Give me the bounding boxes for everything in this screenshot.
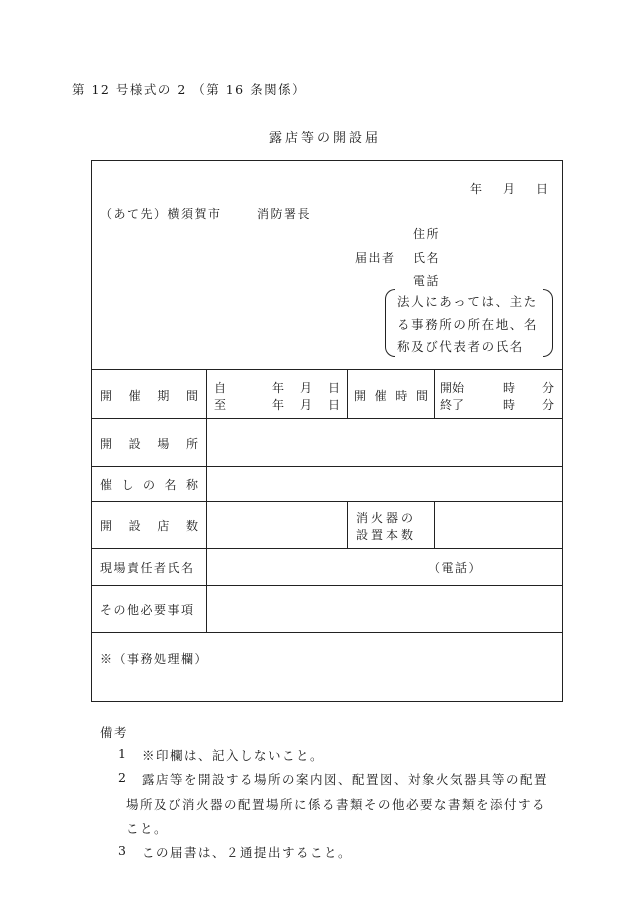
- notifier-label: 届出者: [355, 251, 396, 265]
- extinguisher-label-2: 設置本数: [356, 528, 417, 542]
- period-from-year: 年: [272, 381, 285, 395]
- period-from-day: 日: [328, 381, 341, 395]
- note-line: ※印欄は、記入しないこと。: [142, 748, 325, 763]
- note-number: 1: [118, 746, 126, 761]
- period-to-month: 月: [300, 398, 313, 412]
- addressee: （あて先）横須賀市: [100, 207, 222, 221]
- fire-chief-label: 消防署長: [257, 207, 312, 221]
- time-start-hour: 時: [503, 381, 516, 395]
- note-line: 露店等を開設する場所の案内図、配置図、対象火気器具等の配置: [142, 772, 549, 787]
- right-bracket: [543, 289, 553, 357]
- period-to: 至: [214, 398, 227, 412]
- period-from-month: 月: [300, 381, 313, 395]
- page-title: 露店等の開設届: [269, 131, 382, 146]
- form-number: 第 12 号様式の 2 （第 16 条関係）: [72, 82, 307, 97]
- left-bracket: [385, 289, 395, 357]
- note-line: 場所及び消火器の配置場所に係る書類その他必要な書類を添付する: [126, 797, 547, 812]
- extinguisher-label-1: 消火器の: [356, 511, 417, 525]
- note-number: 2: [118, 770, 126, 785]
- notes-heading: 備考: [100, 725, 129, 740]
- period-label: 開 催 期 間: [100, 389, 198, 403]
- time-end-hour: 時: [503, 398, 516, 412]
- office-use-label: ※（事務処理欄）: [100, 652, 209, 666]
- note-number: 3: [118, 843, 126, 858]
- notification-form: [91, 160, 563, 702]
- stalls-label: 開 設 店 数: [100, 519, 198, 533]
- period-to-day: 日: [328, 398, 341, 412]
- date-month-label: 月: [503, 182, 516, 196]
- time-start-minute: 分: [542, 381, 555, 395]
- note-line: この届書は、２通提出すること。: [142, 845, 353, 860]
- time-end: 終了: [440, 398, 465, 412]
- date-day-label: 日: [536, 182, 549, 196]
- manager-phone: （電話）: [428, 561, 483, 575]
- corporation-note-line: 称及び代表者の氏名: [397, 339, 524, 354]
- corporation-note-line: 法人にあっては、主た: [397, 294, 538, 309]
- other-label: その他必要事項: [100, 603, 195, 617]
- manager-label: 現場責任者氏名: [100, 561, 195, 575]
- period-from: 自: [214, 381, 227, 395]
- corporation-note-line: る事務所の所在地、名: [397, 317, 539, 332]
- name-label: 氏名: [413, 251, 441, 265]
- time-start: 開始: [440, 381, 465, 395]
- venue-label: 開 設 場 所: [100, 437, 198, 451]
- note-line: こと。: [126, 821, 169, 836]
- event-name-label: 催 し の 名 称: [100, 478, 198, 492]
- date-year-label: 年: [470, 182, 483, 196]
- address-label: 住所: [413, 227, 441, 241]
- phone-label: 電話: [413, 274, 441, 288]
- corporation-note: [385, 289, 553, 357]
- period-to-year: 年: [272, 398, 285, 412]
- time-label: 開 催 時 間: [354, 389, 428, 403]
- time-end-minute: 分: [542, 398, 555, 412]
